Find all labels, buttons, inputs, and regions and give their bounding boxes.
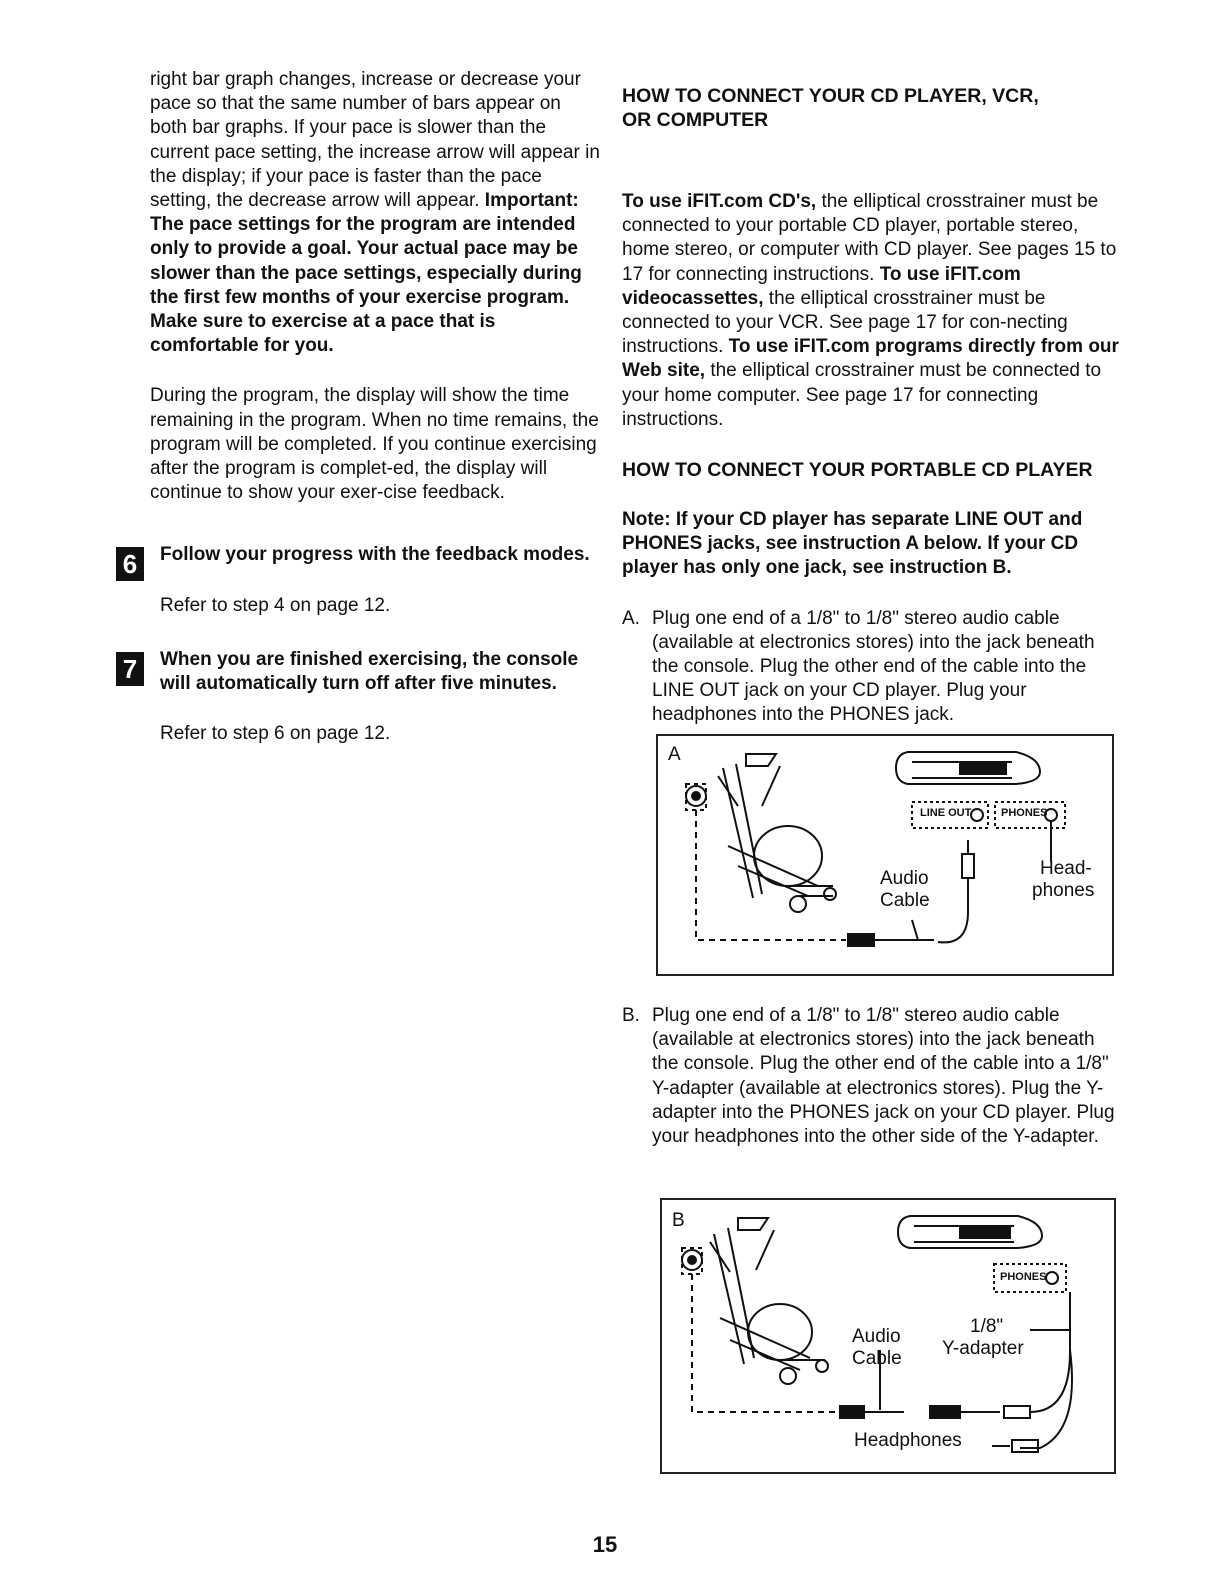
- instruction-b-label: B.: [622, 1005, 640, 1026]
- headphones-label: Headphones: [854, 1430, 962, 1451]
- intro-paragraph: [622, 190, 1122, 432]
- head-label: Head-: [1040, 858, 1092, 879]
- figure-b: [660, 1198, 1116, 1474]
- audio-label: Audio: [852, 1326, 901, 1347]
- right-column: [622, 84, 1122, 728]
- figure-a-drawing: [658, 736, 1112, 974]
- instruction-a-label: A.: [622, 607, 640, 629]
- instruction-b-block: [622, 1004, 1122, 1149]
- size-label: 1/8": [970, 1316, 1004, 1337]
- step-6-reference: Refer to step 4 on page 12.: [160, 594, 391, 616]
- step-6-number: 6: [116, 547, 144, 581]
- audio-label: Audio: [880, 868, 929, 889]
- y-adapter-label: Y-adapter: [942, 1338, 1024, 1359]
- cable-label: Cable: [852, 1348, 902, 1369]
- step-6: [122, 543, 600, 617]
- intro-bold-2: To use iFIT.com videocassettes,: [622, 263, 1021, 309]
- instruction-a: [622, 607, 1122, 728]
- step-7-title: When you are finished exercising, the console will automatically turn off after five minutes.: [160, 648, 579, 695]
- instruction-b: [622, 1004, 1122, 1149]
- pace-intro-text: right bar graph changes, increase or decrease your pace so that the same number of bars appear on both bar graphs. If your pace is slower than the current pace setting, the increase arrow will appear in the display; if your pace is faster than the pace setting, the decrease arrow will appear.: [150, 69, 600, 212]
- portable-heading: HOW TO CONNECT YOUR PORTABLE CD PLAYER: [622, 459, 1093, 482]
- connect-heading: HOW TO CONNECT YOUR CD PLAYER, VCR, OR COMPUTER: [622, 85, 1039, 131]
- phones-jack-label: PHONES: [1001, 807, 1048, 819]
- step-7-reference: Refer to step 6 on page 12.: [160, 723, 391, 745]
- intro-bold-1: To use iFIT.com CD's,: [622, 191, 817, 212]
- page-number: 15: [592, 1532, 618, 1557]
- figure-a: [656, 734, 1114, 976]
- figure-b-letter: B: [672, 1210, 685, 1231]
- instruction-b-text: Plug one end of a 1/8" to 1/8" stereo audio cable (available at electronics stores) into the jack beneath the console. Plug the other end of the cable into a 1/8" Y-adapter (available at electronics stores). Plug the Y-adapter into the PHONES jack on your CD player. Plug your headphones into the other side of the Y-adapter.: [652, 1005, 1115, 1148]
- note-paragraph: Note: If your CD player has separate LINE OUT and PHONES jacks, see instruction A below. If your CD player has only one jack, see instruction B.: [622, 509, 1083, 579]
- intro-text-3: the elliptical crosstrainer must be connected to your home computer. See page 17 for connecting instructions.: [622, 360, 1102, 430]
- intro-text-1: the elliptical crosstrainer must be connected to your portable CD player, portable stereo, home stereo, or computer with CD player. See pages 15 to 17 for connecting instructions.: [622, 191, 1117, 285]
- line-out-label: LINE OUT: [920, 807, 972, 819]
- cable-label: Cable: [880, 890, 930, 911]
- intro-text-2: the elliptical crosstrainer must be connected to your VCR. See page 17 for con-necting instructions.: [622, 287, 1068, 358]
- step-7: [122, 648, 600, 747]
- pace-important-text: Important: The pace settings for the program are intended only to provide a goal. Your actual pace may be slower than the pace settings, especially during the first few months of your exercise program. Make sure to exercise at a pace that is comfortable for you.: [150, 190, 582, 357]
- step-7-number: 7: [116, 652, 144, 686]
- program-paragraph: During the program, the display will show the time remaining in the program. When no time remains, the program will be completed. If you continue exercising after the program is complet-ed, the display will continue to show your exer-cise feedback.: [150, 385, 599, 504]
- phones-jack-label: PHONES: [1000, 1271, 1047, 1283]
- left-column: [122, 68, 600, 746]
- intro-bold-3: To use iFIT.com programs directly from our Web site,: [622, 336, 1119, 382]
- figure-a-letter: A: [668, 744, 681, 765]
- instruction-a-text: Plug one end of a 1/8" to 1/8" stereo audio cable (available at electronics stores) into the jack beneath the console. Plug the other end of the cable into the LINE OUT jack on your CD player. Plug your headphones into the PHONES jack.: [652, 607, 1095, 726]
- step-6-title: Follow your progress with the feedback modes.: [160, 544, 590, 566]
- pace-paragraph: [150, 68, 600, 358]
- phones-label: phones: [1032, 880, 1095, 901]
